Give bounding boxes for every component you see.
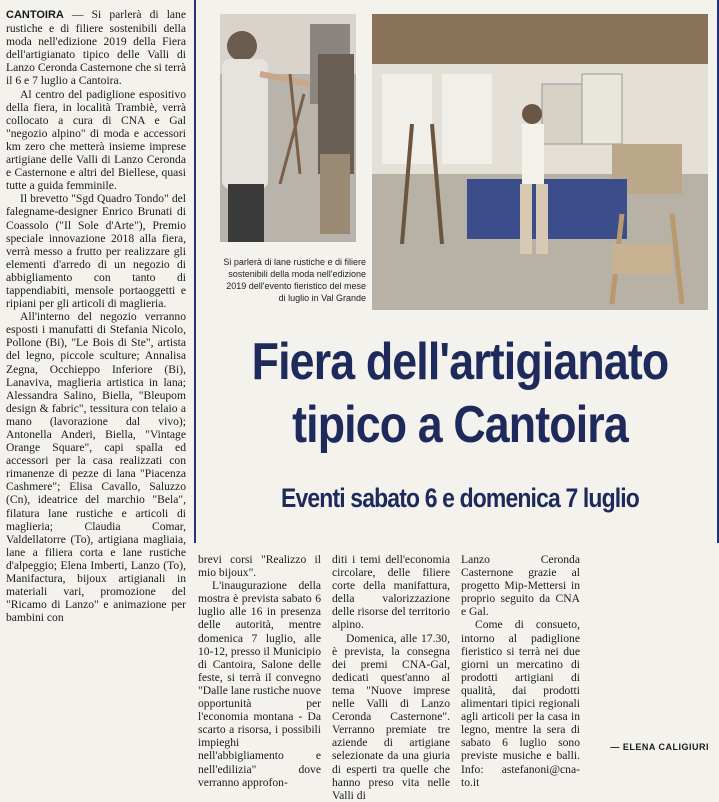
headline-line-2: tipico a Cantoira xyxy=(292,396,628,454)
paragraph-6-continued: Lanzo Ceronda Casternone grazie al progetto Mip-Mettersi in proprio seguito da CNA e Gal. xyxy=(461,553,580,619)
article-column-3 xyxy=(332,553,450,802)
paragraph-1: CANTOIRA — Si parlerà di lane rustiche e di filiere sostenibili della moda nell'edizione 2019 della Fiera dell'artigianato tipico delle Valli di Lanzo Ceronda Casternone che si terrà il 6 e 7 luglio a Cantoira. xyxy=(6,8,187,88)
subheadline: Eventi sabato 6 e domenica 7 luglio xyxy=(281,483,639,513)
headline-line-1: Fiera dell'artigianato xyxy=(251,333,669,391)
photo-exhibition-hall xyxy=(372,14,708,310)
photo-exhibition-hall-image xyxy=(372,14,708,310)
article-column-2 xyxy=(198,553,321,789)
kicker: CANTOIRA xyxy=(6,9,64,21)
byline: — ELENA CALIGIURI xyxy=(610,742,709,752)
photo-visitor xyxy=(220,14,356,242)
paragraph-6: Domenica, alle 17.30, è prevista, la consegna dei premi CNA-Gal, dedicati quest'anno al tema "Nuove imprese nelle Valli di Lanzo Ceronda Casternone". Verranno premiate tre aziende di artigiane selezionate da una giuria di esperti tra quelle che hanno preso vita nelle Valli di xyxy=(332,631,450,802)
article-column-1 xyxy=(6,8,186,624)
paragraph-3: Il brevetto "Sgd Quadro Tondo" del falegname-designer Enrico Brunati di Coassolo ("Il Sole d'Arte"), Premio speciale innovazione 2018 alla fiera, verrà messo a frutto per realizzare gli elementi d'arredo di un negozio di abbigliamento con tanto di tappendiabiti, mensole portaoggetti e ripiani per gli articoli di maglieria. xyxy=(6,192,186,311)
paragraph-5-continued: diti i temi dell'economia circolare, delle filiere corte della manifattura, della valorizzazione delle risorse del territorio alpino. xyxy=(332,553,450,632)
paragraph-1-text: Si parlerà di lane rustiche e di filiere sostenibili della moda nell'edizione 2019 della Fiera dell'artigianato tipico delle Valli di Lanzo Ceronda Casternone che si terrà il 6 e 7 luglio a Cantoira. xyxy=(6,8,187,88)
paragraph-5: L'inaugurazione della mostra è prevista sabato 6 luglio alle 16 in presenza delle autorità, mentre domenica 7 luglio, alle 10-12, presso il Municipio di Cantoira, Salone delle feste, si terrà il convegno "Dalle lane rustiche nuove opportunità per l'economia montana - Da scarto a risorsa, i possibili impieghi nell'abbigliamento e nell'edilizia" dove verranno approfon- xyxy=(198,579,322,789)
paragraph-4: All'interno del negozio verranno esposti i manufatti di Stefania Nicolo, Pollone (Bi), "Le Bois di Ste", artista del legno, piccole sculture; Annalisa Zegna, Occhieppo Inferiore (Bi), Lanaviva, maglieria artistica in lana; Alessandra Salino, Biella, "Bleupom design & fabric", tessitura con telaio a mano (lavorazione dal vivo); Antonella Anderi, Biella, "Vintage Orange Square", capi spalla ed accessori per la casa realizzati con rimanenze di pezze di lana "Piacenza Cashmere"; Elisa Cavallo, Saluzzo (Cn), ideatrice del marchio "Bela", filatura lane rustiche e articoli di maglieria; Claudia Comar, Valdellatorre (To), artigiana magliaia, lane a filiera corta e lane rustiche d'alpeggio; Elena Imberti, Lanzo (To), Manifactura, bijoux artigianali in materiali vari, promozione del "Ricamo di Lanzo" e animazione per bambini con xyxy=(6,310,186,625)
paragraph-2: Al centro del padiglione espositivo della fiera, in località Trambiè, verrà collocato a cura di CNA e Gal "negozio alpino" di moda e accessori km zero che metterà insieme imprese artigiane delle Valli di Lanzo Ceronda e Casternone e altri del Biellese, quasi tutte a guida femminile. xyxy=(6,87,186,193)
paragraph-4-continued: brevi corsi "Realizzo il mio bijoux". xyxy=(198,553,321,580)
article-column-4 xyxy=(461,553,580,789)
paragraph-7: Come di consueto, intorno al padiglione fieristico si terrà nei due giorni un mercatino di prodotti artigiani di qualità, dai prodotti alimentari tipici regionali agli articoli per la casa in legno, mentre la sera di sabato 6 luglio sono previste musiche e balli. Info: astefanoni@cna-to.it xyxy=(461,618,580,789)
photo-visitor-image xyxy=(220,14,356,242)
photo-caption: Si parlerà di lane rustiche e di filiere sostenibili della moda nell'edizione 2019 dell'evento fieristico del mese di luglio in Val Grande xyxy=(223,257,366,303)
